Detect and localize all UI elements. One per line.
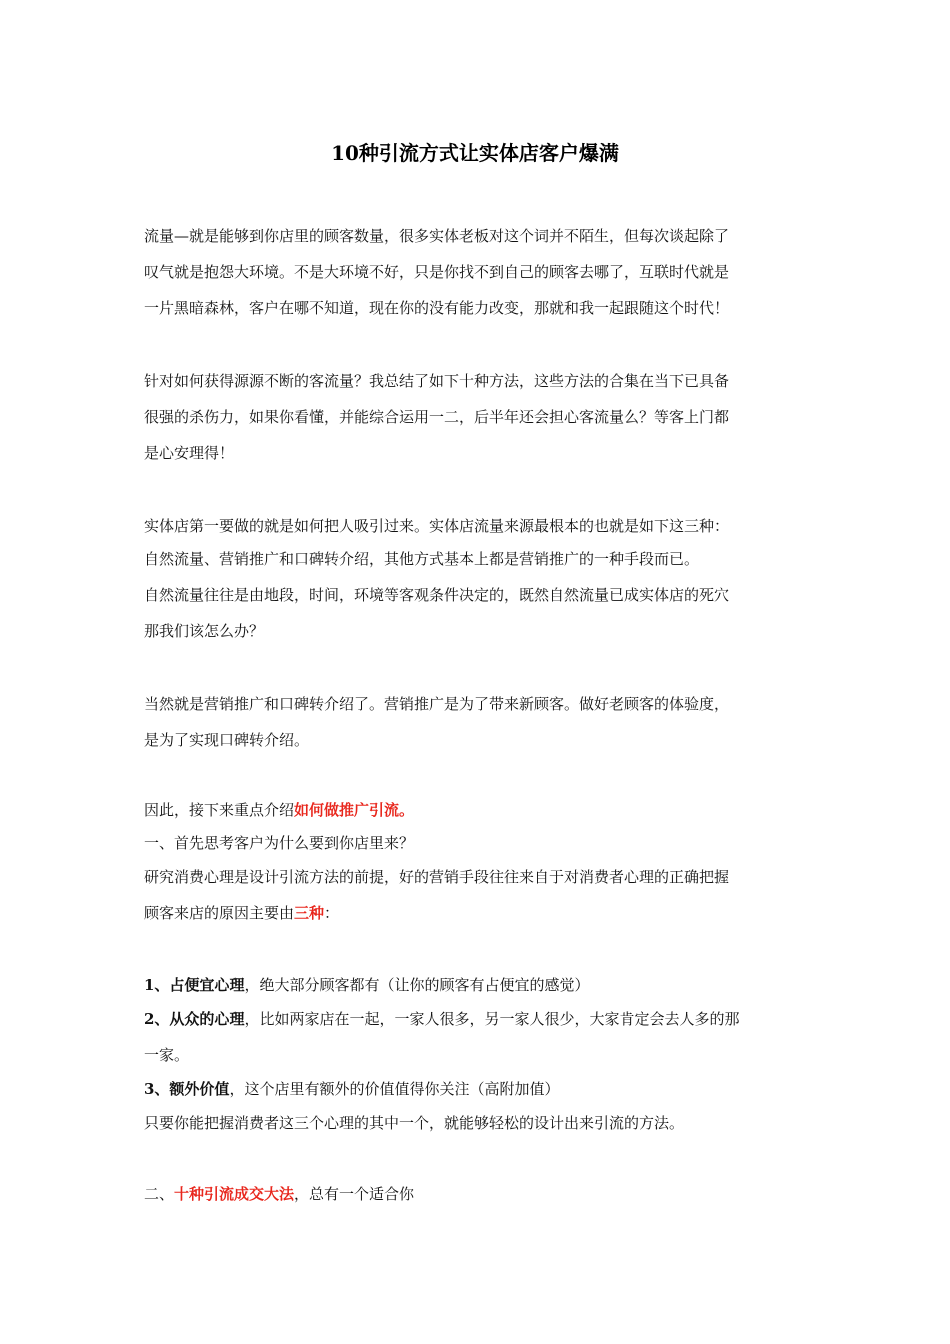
paragraph-line: 那我们该怎么办？ bbox=[144, 622, 265, 640]
paragraph-line: 研究消费心理是设计引流方法的前提，好的营销手段往往来自于对消费者心理的正确把握 bbox=[144, 868, 730, 886]
intro-line bbox=[144, 798, 824, 822]
list-item-text: ，绝大部分顾客都有（让你的顾客有占便宜的感觉） bbox=[244, 976, 590, 994]
paragraph-line: 流量—就是能够到你店里的顾客数量，很多实体老板对这个词并不陌生，但每次谈起除了 bbox=[144, 227, 730, 245]
section-heading-highlight: 十种引流成交大法 bbox=[174, 1185, 295, 1203]
list-item-text: ，这个店里有额外的价值值得你关注（高附加值） bbox=[229, 1080, 560, 1098]
paragraph-line: 实体店第一要做的就是如何把人吸引过来。实体店流量来源最根本的也就是如下这三种： bbox=[144, 517, 730, 535]
paragraph-line: 一片黑暗森林，客户在哪不知道，现在你的没有能力改变，那就和我一起跟随这个时代！ bbox=[144, 299, 730, 317]
list-item-continuation: 一家。 bbox=[144, 1046, 190, 1064]
list-item-text: ，比如两家店在一起，一家人很多，另一家人很少，大家肯定会去人多的那 bbox=[244, 1010, 740, 1028]
list-item-label: 3、额外价值 bbox=[144, 1080, 230, 1098]
paragraph-line: 针对如何获得源源不断的客流量？我总结了如下十种方法，这些方法的合集在当下已具备 bbox=[144, 372, 730, 390]
paragraph-line: 自然流量往往是由地段，时间，环境等客观条件决定的，既然自然流量已成实体店的死穴 bbox=[144, 586, 730, 604]
reasons-text: 顾客来店的原因主要由 bbox=[144, 904, 295, 922]
list-item-label: 1、占便宜心理 bbox=[144, 976, 245, 994]
reasons-line bbox=[144, 901, 824, 925]
list-item bbox=[144, 1007, 824, 1031]
paragraph-line: 是为了实现口碑转介绍。 bbox=[144, 731, 310, 749]
section-heading-suffix: ，总有一个适合你 bbox=[294, 1185, 415, 1203]
section-heading-2 bbox=[144, 1182, 824, 1206]
list-item bbox=[144, 1077, 824, 1101]
paragraph-line: 自然流量、营销推广和口碑转介绍，其他方式基本上都是营销推广的一种手段而已。 bbox=[144, 550, 700, 568]
intro-highlight: 如何做推广引流。 bbox=[294, 801, 415, 819]
intro-text: 因此，接下来重点介绍 bbox=[144, 801, 295, 819]
document-title: 10种引流方式让实体店客户爆满 bbox=[331, 141, 619, 165]
paragraph-line: 是心安理得！ bbox=[144, 444, 235, 462]
paragraph-line: 当然就是营销推广和口碑转介绍了。营销推广是为了带来新顾客。做好老顾客的体验度， bbox=[144, 695, 730, 713]
paragraph-line: 叹气就是抱怨大环境。不是大环境不好，只是你找不到自己的顾客去哪了，互联时代就是 bbox=[144, 263, 730, 281]
list-item-label: 2、从众的心理 bbox=[144, 1010, 245, 1028]
paragraph-line: 很强的杀伤力，如果你看懂，并能综合运用一二，后半年还会担心客流量么？等客上门都 bbox=[144, 408, 730, 426]
summary-line: 只要你能把握消费者这三个心理的其中一个，就能够轻松的设计出来引流的方法。 bbox=[144, 1114, 685, 1132]
section-heading-1: 一、首先思考客户为什么要到你店里来？ bbox=[144, 834, 415, 852]
list-item bbox=[144, 973, 824, 997]
section-heading-prefix: 二、 bbox=[144, 1185, 175, 1203]
reasons-highlight: 三种 bbox=[294, 904, 325, 922]
reasons-suffix: ： bbox=[324, 904, 340, 922]
